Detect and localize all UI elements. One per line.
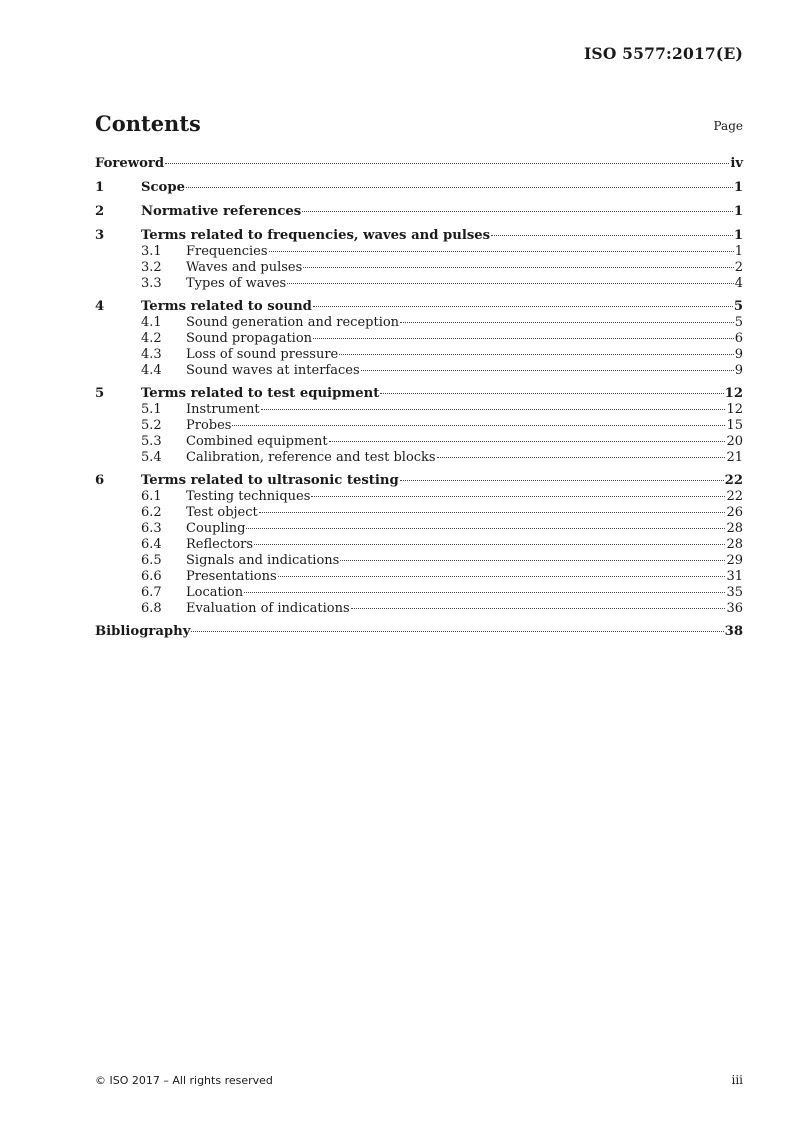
- toc-number: 6.7: [141, 585, 162, 600]
- toc-label: Terms related to frequencies, waves and pulses: [141, 228, 491, 243]
- toc-number: 3: [95, 228, 105, 243]
- toc-entry-5[interactable]: [95, 385, 743, 402]
- toc-label: Evaluation of indications: [186, 601, 350, 616]
- toc-label: Sound waves at interfaces: [186, 363, 360, 378]
- toc-label: Calibration, reference and test blocks: [186, 450, 436, 465]
- toc-number: 3.2: [141, 260, 162, 275]
- dot-leader: [303, 267, 733, 268]
- toc-number: 6.3: [141, 521, 162, 536]
- toc-number: 4.1: [141, 315, 162, 330]
- toc-label: Combined equipment: [186, 434, 328, 449]
- toc-number: 6.5: [141, 553, 162, 568]
- toc-entry-4-3[interactable]: [95, 347, 743, 363]
- toc-label: Reflectors: [186, 537, 254, 552]
- toc-number: 2: [95, 204, 105, 219]
- dot-leader: [302, 211, 733, 212]
- toc-label: Sound propagation: [186, 331, 313, 346]
- toc-label: Waves and pulses: [186, 260, 303, 275]
- toc-page: 22: [726, 489, 743, 504]
- toc-entry-5-1[interactable]: [95, 402, 743, 418]
- dot-leader: [340, 560, 725, 561]
- toc-page: 28: [726, 537, 743, 552]
- document-code: ISO 5577:2017(E): [583, 44, 743, 63]
- toc-page: 4: [734, 276, 743, 291]
- toc-number: 6.1: [141, 489, 162, 504]
- toc-page: 9: [734, 363, 743, 378]
- toc-page: 15: [726, 418, 743, 433]
- toc-label: Sound generation and reception: [186, 315, 400, 330]
- copyright-notice: © ISO 2017 – All rights reserved: [95, 1074, 273, 1087]
- dot-leader: [380, 393, 723, 394]
- toc-number: 6.6: [141, 569, 162, 584]
- dot-leader: [400, 322, 734, 323]
- toc-number: 4.3: [141, 347, 162, 362]
- toc-page: 9: [734, 347, 743, 362]
- toc-entry-3-2[interactable]: [95, 260, 743, 276]
- toc-entry-foreword[interactable]: [95, 155, 743, 172]
- toc-entry-4-1[interactable]: [95, 315, 743, 331]
- toc-entry-5-3[interactable]: [95, 434, 743, 450]
- dot-leader: [254, 544, 725, 545]
- toc-label: Loss of sound pressure: [186, 347, 339, 362]
- toc-entry-6-3[interactable]: [95, 521, 743, 537]
- toc-entry-6-2[interactable]: [95, 505, 743, 521]
- toc-page: 1: [733, 228, 743, 243]
- toc-entry-6-6[interactable]: [95, 569, 743, 585]
- toc-page: 29: [726, 553, 743, 568]
- toc-label: Instrument: [186, 402, 260, 417]
- toc-number: 3.1: [141, 244, 162, 259]
- dot-leader: [437, 457, 726, 458]
- toc-label: Probes: [186, 418, 232, 433]
- dot-leader: [191, 631, 723, 632]
- toc-page: 6: [734, 331, 743, 346]
- dot-leader: [232, 425, 725, 426]
- toc-label: Terms related to sound: [141, 299, 312, 314]
- toc-number: 6.4: [141, 537, 162, 552]
- toc-page: 36: [726, 601, 743, 616]
- toc-label: Frequencies: [186, 244, 268, 259]
- toc-entry-6-1[interactable]: [95, 489, 743, 505]
- toc-label: Bibliography: [95, 624, 191, 639]
- toc-page: 1: [734, 244, 743, 259]
- toc-page: 22: [724, 473, 743, 488]
- toc-number: 6.8: [141, 601, 162, 616]
- toc-entry-5-2[interactable]: [95, 418, 743, 434]
- toc-label: Presentations: [186, 569, 277, 584]
- dot-leader: [244, 592, 725, 593]
- toc-entry-3-1[interactable]: [95, 244, 743, 260]
- toc-entry-5-4[interactable]: [95, 450, 743, 466]
- toc-number: 5.1: [141, 402, 162, 417]
- dot-leader: [287, 283, 734, 284]
- toc-page: 1: [733, 180, 743, 195]
- toc-entry-4[interactable]: [95, 298, 743, 315]
- toc-label: Scope: [141, 180, 185, 195]
- toc-page: 26: [726, 505, 743, 520]
- page-column-label: Page: [713, 119, 743, 133]
- toc-page: 35: [726, 585, 743, 600]
- toc-entry-3-3[interactable]: [95, 276, 743, 292]
- toc-number: 4.4: [141, 363, 162, 378]
- toc-page: 12: [726, 402, 743, 417]
- toc-number: 5.4: [141, 450, 162, 465]
- dot-leader: [491, 235, 733, 236]
- page-number: iii: [731, 1073, 743, 1087]
- toc-entry-6-4[interactable]: [95, 537, 743, 553]
- toc-entry-6-8[interactable]: [95, 601, 743, 617]
- dot-leader: [261, 409, 726, 410]
- dot-leader: [339, 354, 733, 355]
- toc-label: Terms related to ultrasonic testing: [141, 473, 399, 488]
- dot-leader: [259, 512, 726, 513]
- dot-leader: [269, 251, 734, 252]
- toc-label: Signals and indications: [186, 553, 340, 568]
- toc-label: Types of waves: [186, 276, 287, 291]
- toc-entry-6[interactable]: [95, 472, 743, 489]
- dot-leader: [311, 496, 725, 497]
- dot-leader: [186, 187, 733, 188]
- table-of-contents: [95, 155, 743, 640]
- dot-leader: [278, 576, 726, 577]
- dot-leader: [165, 163, 729, 164]
- page-title: Contents: [95, 111, 201, 136]
- dot-leader: [400, 480, 724, 481]
- dot-leader: [361, 370, 734, 371]
- toc-label: Coupling: [186, 521, 246, 536]
- toc-page: 20: [726, 434, 743, 449]
- toc-entry-4-4[interactable]: [95, 363, 743, 379]
- toc-page: 28: [726, 521, 743, 536]
- toc-page: 5: [734, 315, 743, 330]
- toc-page: 1: [733, 204, 743, 219]
- toc-page: 12: [724, 386, 743, 401]
- dot-leader: [313, 306, 733, 307]
- dot-leader: [246, 528, 725, 529]
- toc-entry-6-7[interactable]: [95, 585, 743, 601]
- toc-entry-1[interactable]: [95, 179, 743, 196]
- toc-page: iv: [730, 156, 743, 171]
- toc-label: Foreword: [95, 156, 165, 171]
- toc-label: Test object: [186, 505, 258, 520]
- toc-label: Normative references: [141, 204, 302, 219]
- toc-entry-2[interactable]: [95, 203, 743, 220]
- title-row: [95, 111, 743, 141]
- toc-entry-bibliography[interactable]: [95, 623, 743, 640]
- toc-entry-6-5[interactable]: [95, 553, 743, 569]
- toc-number: 5.3: [141, 434, 162, 449]
- dot-leader: [351, 608, 726, 609]
- toc-page: 38: [724, 624, 743, 639]
- toc-entry-3[interactable]: [95, 227, 743, 244]
- toc-entry-4-2[interactable]: [95, 331, 743, 347]
- dot-leader: [313, 338, 734, 339]
- toc-page: 31: [726, 569, 743, 584]
- toc-number: 4: [95, 299, 105, 314]
- toc-number: 4.2: [141, 331, 162, 346]
- toc-number: 5.2: [141, 418, 162, 433]
- toc-label: Testing techniques: [186, 489, 311, 504]
- toc-label: Terms related to test equipment: [141, 386, 380, 401]
- toc-label: Location: [186, 585, 244, 600]
- dot-leader: [329, 441, 726, 442]
- toc-number: 1: [95, 180, 105, 195]
- toc-number: 3.3: [141, 276, 162, 291]
- toc-page: 2: [734, 260, 743, 275]
- toc-number: 6: [95, 473, 105, 488]
- toc-page: 5: [733, 299, 743, 314]
- toc-number: 6.2: [141, 505, 162, 520]
- toc-page: 21: [726, 450, 743, 465]
- toc-number: 5: [95, 386, 105, 401]
